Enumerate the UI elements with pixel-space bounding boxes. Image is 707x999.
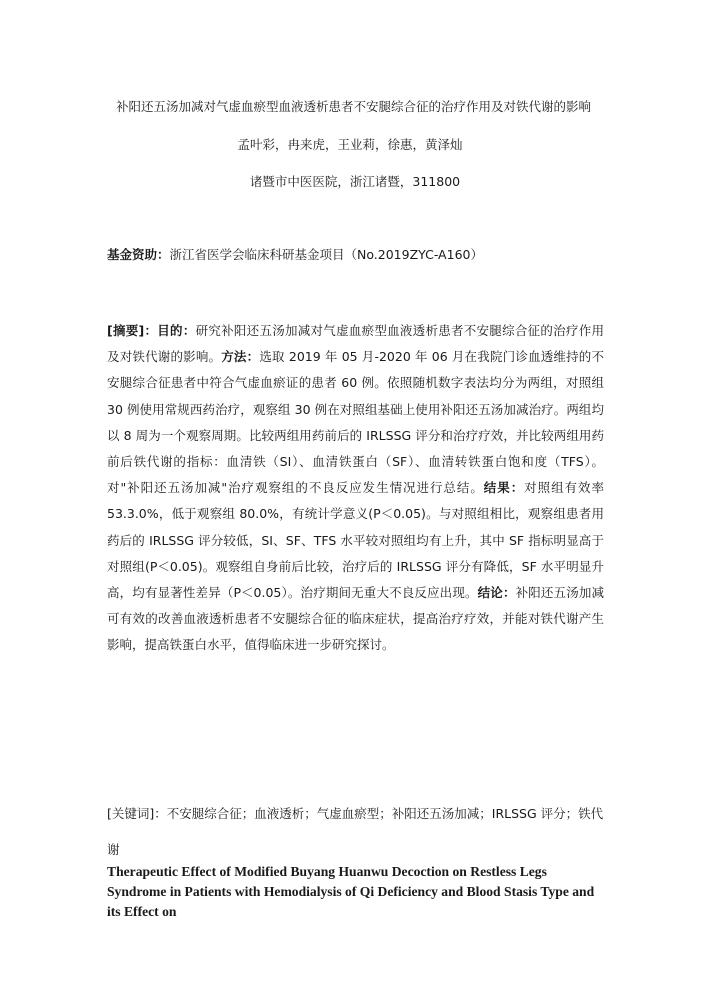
funding-line: [107, 245, 483, 263]
abstract-result-text: 对照组有效率 53.3.0%，低于观察组 80.0%，有统计学意义(P＜0.05)。与对照组相比，观察组患者用药后的 IRLSSG 评分较低，SI、SF、TFS 水平较对照组均有上升，其中 SF 指标明显高于对照组(P＜0.05)。观察组自身前后比较，治疗后的 IRLSSG 评分有降低，SF 水平明显升高，均有显著性差异（P＜0.05）。治疗期间无重大不良反应出现。: [107, 480, 604, 601]
abstract-result-label: 结果：: [483, 480, 525, 496]
keywords: [关键词]：不安腿综合征；血液透析；气虚血瘀型；补阳还五汤加减；IRLSSG 评分；铁代谢: [107, 806, 604, 857]
abstract-aim-label: 目的：: [157, 323, 196, 338]
abstract-label: [摘要]：: [107, 323, 158, 338]
abstract-conclusion-text: 补阳还五汤加减可有效的改善血液透析患者不安腿综合征的临床症状，提高治疗疗效，并能对铁代谢产生影响，提高铁蛋白水平，值得临床进一步研究探讨。: [107, 585, 604, 653]
paper-title: 补阳还五汤加减对气虚血瘀型血液透析患者不安腿综合征的治疗作用及对铁代谢的影响: [115, 99, 591, 114]
abstract-aim-text: 研究补阳还五汤加减对气虚血瘀型血液透析患者不安腿综合征的治疗作用及对铁代谢的影响。: [107, 323, 604, 365]
funding-text: 浙江省医学会临床科研基金项目（No.2019ZYC-A160）: [169, 247, 483, 262]
funding-label: 基金资助：: [107, 247, 170, 262]
abstract-method-text: 选取 2019 年 05 月-2020 年 06 月在我院门诊血透维持的不安腿综合征患者中符合气虚血瘀证的患者 60 例。依照随机数字表法均分为两组，对照组 30 例使用常规西药治疗，观察组 30 例在对照组基础上使用补阳还五汤加减治疗。两组均以 8 周为一个观察周期。比较两组用药前后的 IRLSSG 评分和治疗疗效，并比较两组用药前后铁代谢的指标：血清铁（SI）、血清铁蛋白（SF）、血清转铁蛋白饱和度（TFS）。对"补阳还五汤加减"治疗观察组的不良反应发生情况进行总结。: [107, 349, 604, 496]
author-list: 孟叶彩，冉来虎，王业莉，徐惠，黄泽灿: [237, 137, 463, 152]
abstract: [107, 318, 604, 659]
abstract-conclusion-label: 结论：: [477, 585, 516, 601]
affiliation: 诸暨市中医医院，浙江诸暨，311800: [249, 174, 461, 189]
abstract-method-label: 方法：: [221, 349, 260, 365]
english-title: Therapeutic Effect of Modified Buyang Huanwu Decoction on Restless Legs Syndrome in Patients with Hemodialysis of Qi Deficiency and Blood Stasis Type and its Effect on: [107, 864, 595, 919]
